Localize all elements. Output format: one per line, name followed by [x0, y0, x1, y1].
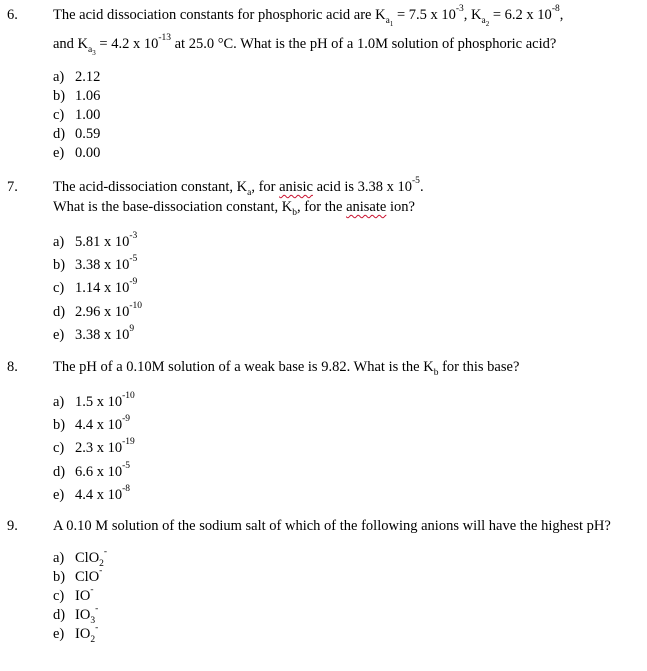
answer-option[interactable]: a) ClO$_2$-	[53, 547, 108, 569]
answer-option[interactable]: c) 1.00	[53, 107, 101, 123]
question-number: 7.	[7, 179, 18, 195]
answer-option[interactable]: b) 4.4 x $10^{-9}$	[53, 414, 131, 433]
question-number: 6.	[7, 7, 18, 23]
answer-option[interactable]: c) IO-	[53, 585, 94, 604]
answer-option[interactable]: c) 2.3 x $10^{-19}$	[53, 437, 135, 456]
question-stem-line-2: What is the base-dissociation constant, $K_b$, for the anisate ion?	[53, 199, 415, 218]
answer-option[interactable]: a) 5.81 x $10^{-3}$	[53, 231, 138, 250]
answer-option[interactable]: d) $IO_3^-$	[53, 604, 99, 626]
answer-option[interactable]: e) 3.38 x $10^9$	[53, 324, 135, 343]
answer-option[interactable]: e) 4.4 x $10^{-8}$	[53, 484, 131, 503]
answer-option[interactable]: d) 6.6 x $10^{-5}$	[53, 461, 131, 480]
question-number: 8.	[7, 359, 18, 375]
question-stem-line-2: and $K_{a_3} = 4.2$ x $10^{-13}$ at 25.0 °C. What is the pH of a 1.0M solution of phosphoric acid?	[53, 33, 557, 57]
question-stem-line-1: The acid-dissociation constant, $K_a$, for anisic acid is 3.38 x $10^{-5}$.	[53, 176, 424, 198]
answer-option[interactable]: b) 3.38 x $10^{-5}$	[53, 254, 138, 273]
answer-option[interactable]: d) 2.96 x $10^{-10}$	[53, 301, 143, 320]
answer-option[interactable]: b) 1.06	[53, 88, 101, 104]
question-stem-line-1: A 0.10 M solution of the sodium salt of which of the following anions will have the highest pH?	[53, 518, 611, 534]
question-number: 9.	[7, 518, 18, 534]
question-stem-line-1: The pH of a 0.10M solution of a weak base is 9.82. What is the $K_b$ for this base?	[53, 359, 520, 378]
question-stem-line-1: The acid dissociation constants for phosphoric acid are $K_{a_1} = 7.5$ x $10^{-3}$, $K_{a_2} = 6.2$ x $10^{-8}$,	[53, 4, 564, 28]
answer-option[interactable]: e) 0.00	[53, 145, 101, 161]
answer-option[interactable]: b) ClO-	[53, 566, 103, 585]
spellcheck-word: anisic	[279, 179, 313, 195]
answer-option[interactable]: e) $IO_2^-$	[53, 623, 99, 645]
answer-option[interactable]: a) 2.12	[53, 69, 101, 85]
answer-option[interactable]: d) 0.59	[53, 126, 101, 142]
answer-option[interactable]: a) 1.5 x $10^{-10}$	[53, 391, 135, 410]
spellcheck-word: anisate	[346, 199, 387, 215]
answer-option[interactable]: c) 1.14 x $10^{-9}$	[53, 277, 138, 296]
